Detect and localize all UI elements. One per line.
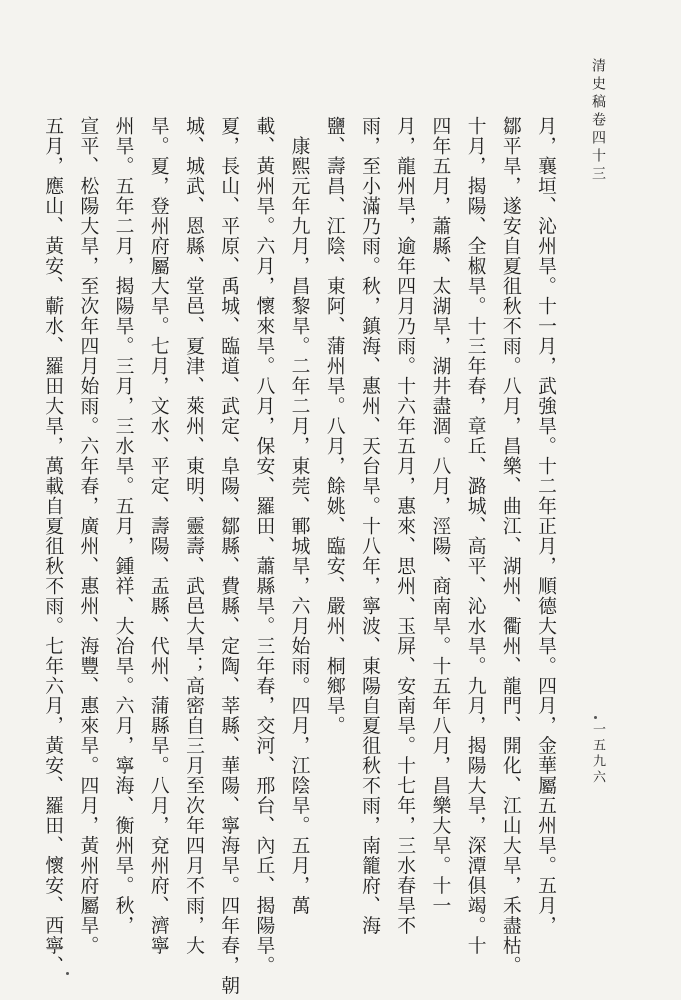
text-column: 鄒平旱，遂安自夏徂秋不雨。八月，昌樂、曲江、湖州、衢州、龍門、開化、江山大旱，禾盡枯。 xyxy=(499,116,521,976)
text-column: 雨，至小滿乃雨。秋，鎮海、惠州、天台旱。十八年，寧波、東陽自夏徂秋不雨，南籠府、海 xyxy=(358,116,380,936)
text-column: 五月，應山、黃安、蘄水、羅田大旱，萬載自夏徂秋不雨。七年六月，黃安、羅田、懷安、西寧、 xyxy=(42,116,64,976)
scan-speck xyxy=(594,716,597,719)
text-column: 旱。夏，登州府屬大旱。七月，文水、平定、壽陽、盂縣、代州、蒲縣旱。八月，兗州府、濟寧 xyxy=(147,116,169,956)
text-column: 宣平、松陽大旱，至次年四月始雨。六年春，廣州、惠州、海豐、惠來旱。四月，黃州府屬旱。 xyxy=(77,116,99,956)
text-column: 鹽、壽昌、江陰、東阿、蒲州旱。八月，餘姚、臨安、嚴州、桐鄉旱。 xyxy=(323,116,345,736)
text-column: 十月，揭陽、全椒旱。十三年春，章丘、潞城、高平、沁水旱。九月，揭陽大旱，深潭俱竭。十 xyxy=(464,116,486,956)
text-column: 州旱。五年二月，揭陽旱。三月，三水旱。五月，鍾祥、大冶旱。六月，寧海、衡州旱。秋， xyxy=(112,116,134,936)
running-title: 清史稿卷四十三 xyxy=(590,58,606,184)
text-column: 月，襄垣、沁州旱。十一月，武強旱。十二年正月，順德大旱。四月，金華屬五州旱。五月， xyxy=(535,116,556,936)
text-column: 夏，長山、平原、禹城、臨道、武定、阜陽、鄒縣、費縣、定陶、莘縣、華陽、寧海旱。四年春，朝 xyxy=(218,116,240,996)
text-column: 月，龍州旱，逾年四月乃雨。十六年五月，惠來、思州、玉屏、安南旱。十七年，三水春旱不 xyxy=(394,116,416,936)
text-column: 城、城武、恩縣、堂邑、夏津、萊州、東明、靈壽、武邑大旱；高密自三月至次年四月不雨，大 xyxy=(182,116,204,956)
text-column: 四年五月，蕭縣、太湖旱，湖井盡涸。八月，涇陽、商南旱。十五年八月，昌樂大旱。十一 xyxy=(429,116,451,916)
text-column: 康熙元年九月，昌黎旱。二年二月，東莞、鄆城旱，六月始雨。四月，江陰旱。五月，萬 xyxy=(288,116,310,916)
vertical-text-block xyxy=(42,116,563,996)
scan-speck xyxy=(66,972,69,975)
text-column: 載、黃州旱。六月，懷來旱。八月，保安、羅田、蕭縣旱。三年春，交河、邢台、內丘、揭陽旱。 xyxy=(253,116,275,976)
page-number: 一五九六 xyxy=(590,722,605,786)
